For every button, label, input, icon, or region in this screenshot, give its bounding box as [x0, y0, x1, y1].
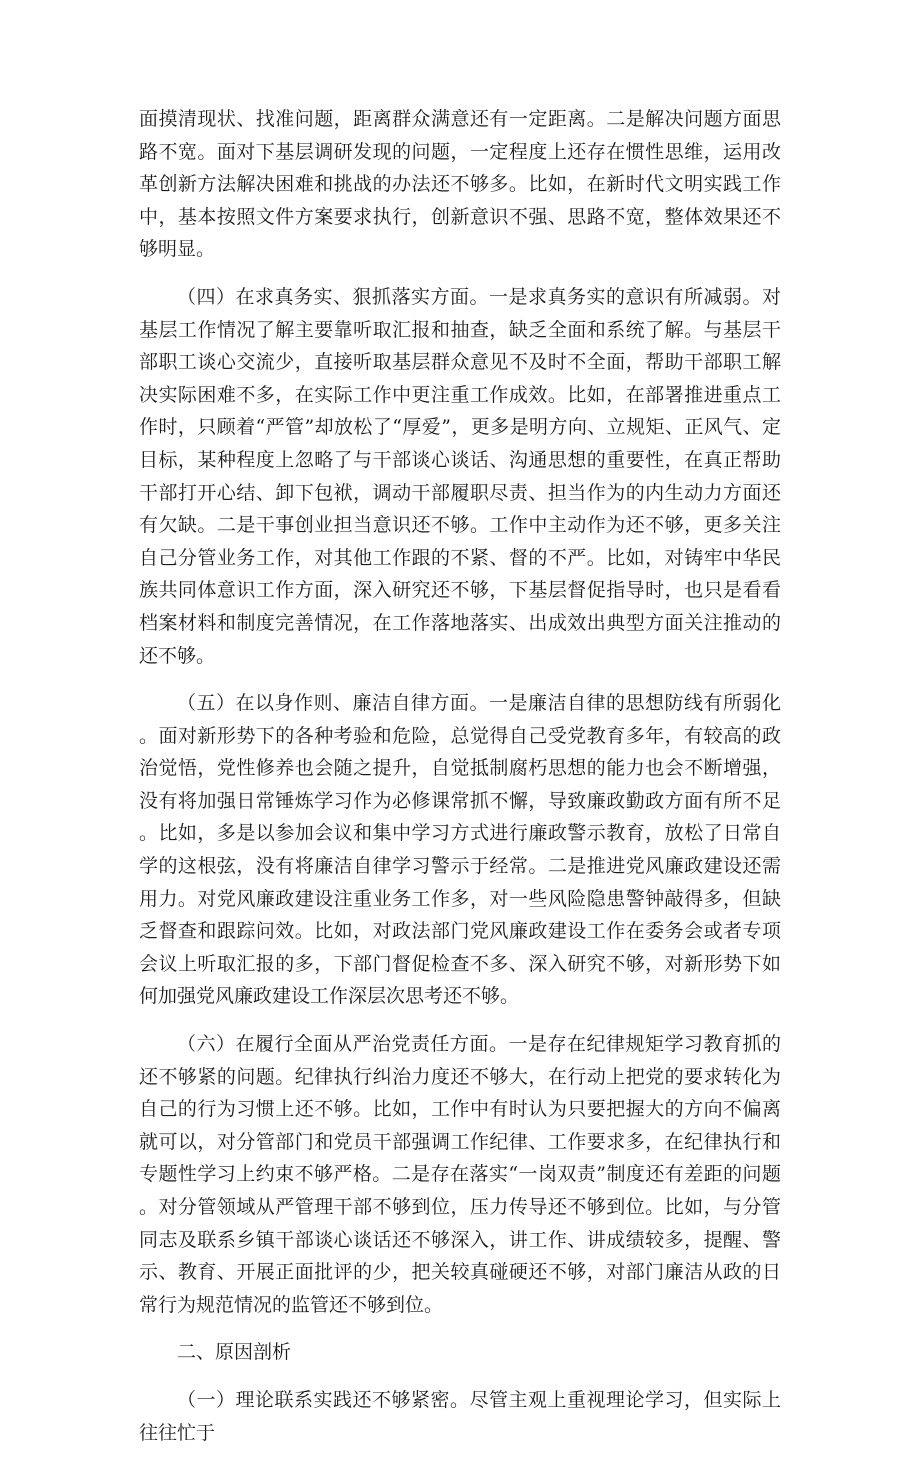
paragraph-section-4: （四）在求真务实、狠抓落实方面。一是求真务实的意识有所减弱。对基层工作情况了解主要靠听取汇报和抽查，缺乏全面和系统了解。与基层干部职工谈心交流少，直接听取基层群众意见不及时不全面，帮助干部职工解决实际困难不多，在实际工作中更注重工作成效。比如，在部署推进重点工作时，只顾着“严管”却放松了“厚爱”，更多是明方向、立规矩、正风气、定目标，某种程度上忽略了与干部谈心谈话、沟通思想的重要性，在真正帮助干部打开心结、卸下包袱，调动干部履职尽责、担当作为的内生动力方面还有欠缺。二是干事创业担当意识还不够。工作中主动作为还不够，更多关注自己分管业务工作，对其他工作跟的不紧、督的不严。比如，对铸牢中华民族共同体意识工作方面，深入研究还不够，下基层督促指导时，也只是看看档案材料和制度完善情况，在工作落地落实、出成效出典型方面关注推动的还不够。: [139, 285, 781, 667]
paragraph-section-6: （六）在履行全面从严治党责任方面。一是存在纪律规矩学习教育抓的还不够紧的问题。纪律执行纠治力度还不够大，在行动上把党的要求转化为自己的行为习惯上还不够。比如，工作中有时认为只要把握大的方向不偏离就可以，对分管部门和党员干部强调工作纪律、工作要求多，在纪律执行和专题性学习上约束不够严格。二是存在落实“一岗双责”制度还有差距的问题。对分管领域从严管理干部不够到位，压力传导还不够到位。比如，与分管同志及联系乡镇干部谈心谈话还不够深入，讲工作、讲成绩较多，提醒、警示、教育、开展正面批评的少，把关较真碰硬还不够，对部门廉洁从政的日常行为规范情况的监管还不够到位。: [139, 1033, 781, 1316]
paragraph-cause-1: （一）理论联系实践还不够紧密。尽管主观上重视理论学习，但实际上往往忙于: [139, 1388, 781, 1444]
paragraph-section-5: （五）在以身作则、廉洁自律方面。一是廉洁自律的思想防线有所弱化。面对新形势下的各种考验和危险，总觉得自己受党教育多年，有较高的政治觉悟，党性修养也会随之提升，自觉抵制腐朽思想的能力也会不断增强，没有将加强日常锤炼学习作为必修课常抓不懈，导致廉政勤政方面有所不足。比如，多是以参加会议和集中学习方式进行廉政警示教育，放松了日常自学的这根弦，没有将廉洁自律学习警示于经常。二是推进党风廉政建设还需用力。对党风廉政建设注重业务工作多，对一些风险隐患警钟敲得多，但缺乏督查和跟踪问效。比如，对政法部门党风廉政建设工作在委务会或者专项会议上听取汇报的多，下部门督促检查不多、深入研究不够，对新形势下如何加强党风廉政建设工作深层次思考还不够。: [139, 692, 781, 1008]
document-page: [139, 103, 781, 1464]
section-heading: 二、原因剖析: [177, 1341, 292, 1364]
paragraph-continuation: 面摸清现状、找准问题，距离群众满意还有一定距离。二是解决问题方面思路不宽。面对下基层调研发现的问题，一定程度上还存在惯性思维，运用改革创新方法解决困难和挑战的办法还不够多。比如，在新时代文明实践工作中，基本按照文件方案要求执行，创新意识不强、思路不宽，整体效果还不够明显。: [139, 108, 781, 261]
